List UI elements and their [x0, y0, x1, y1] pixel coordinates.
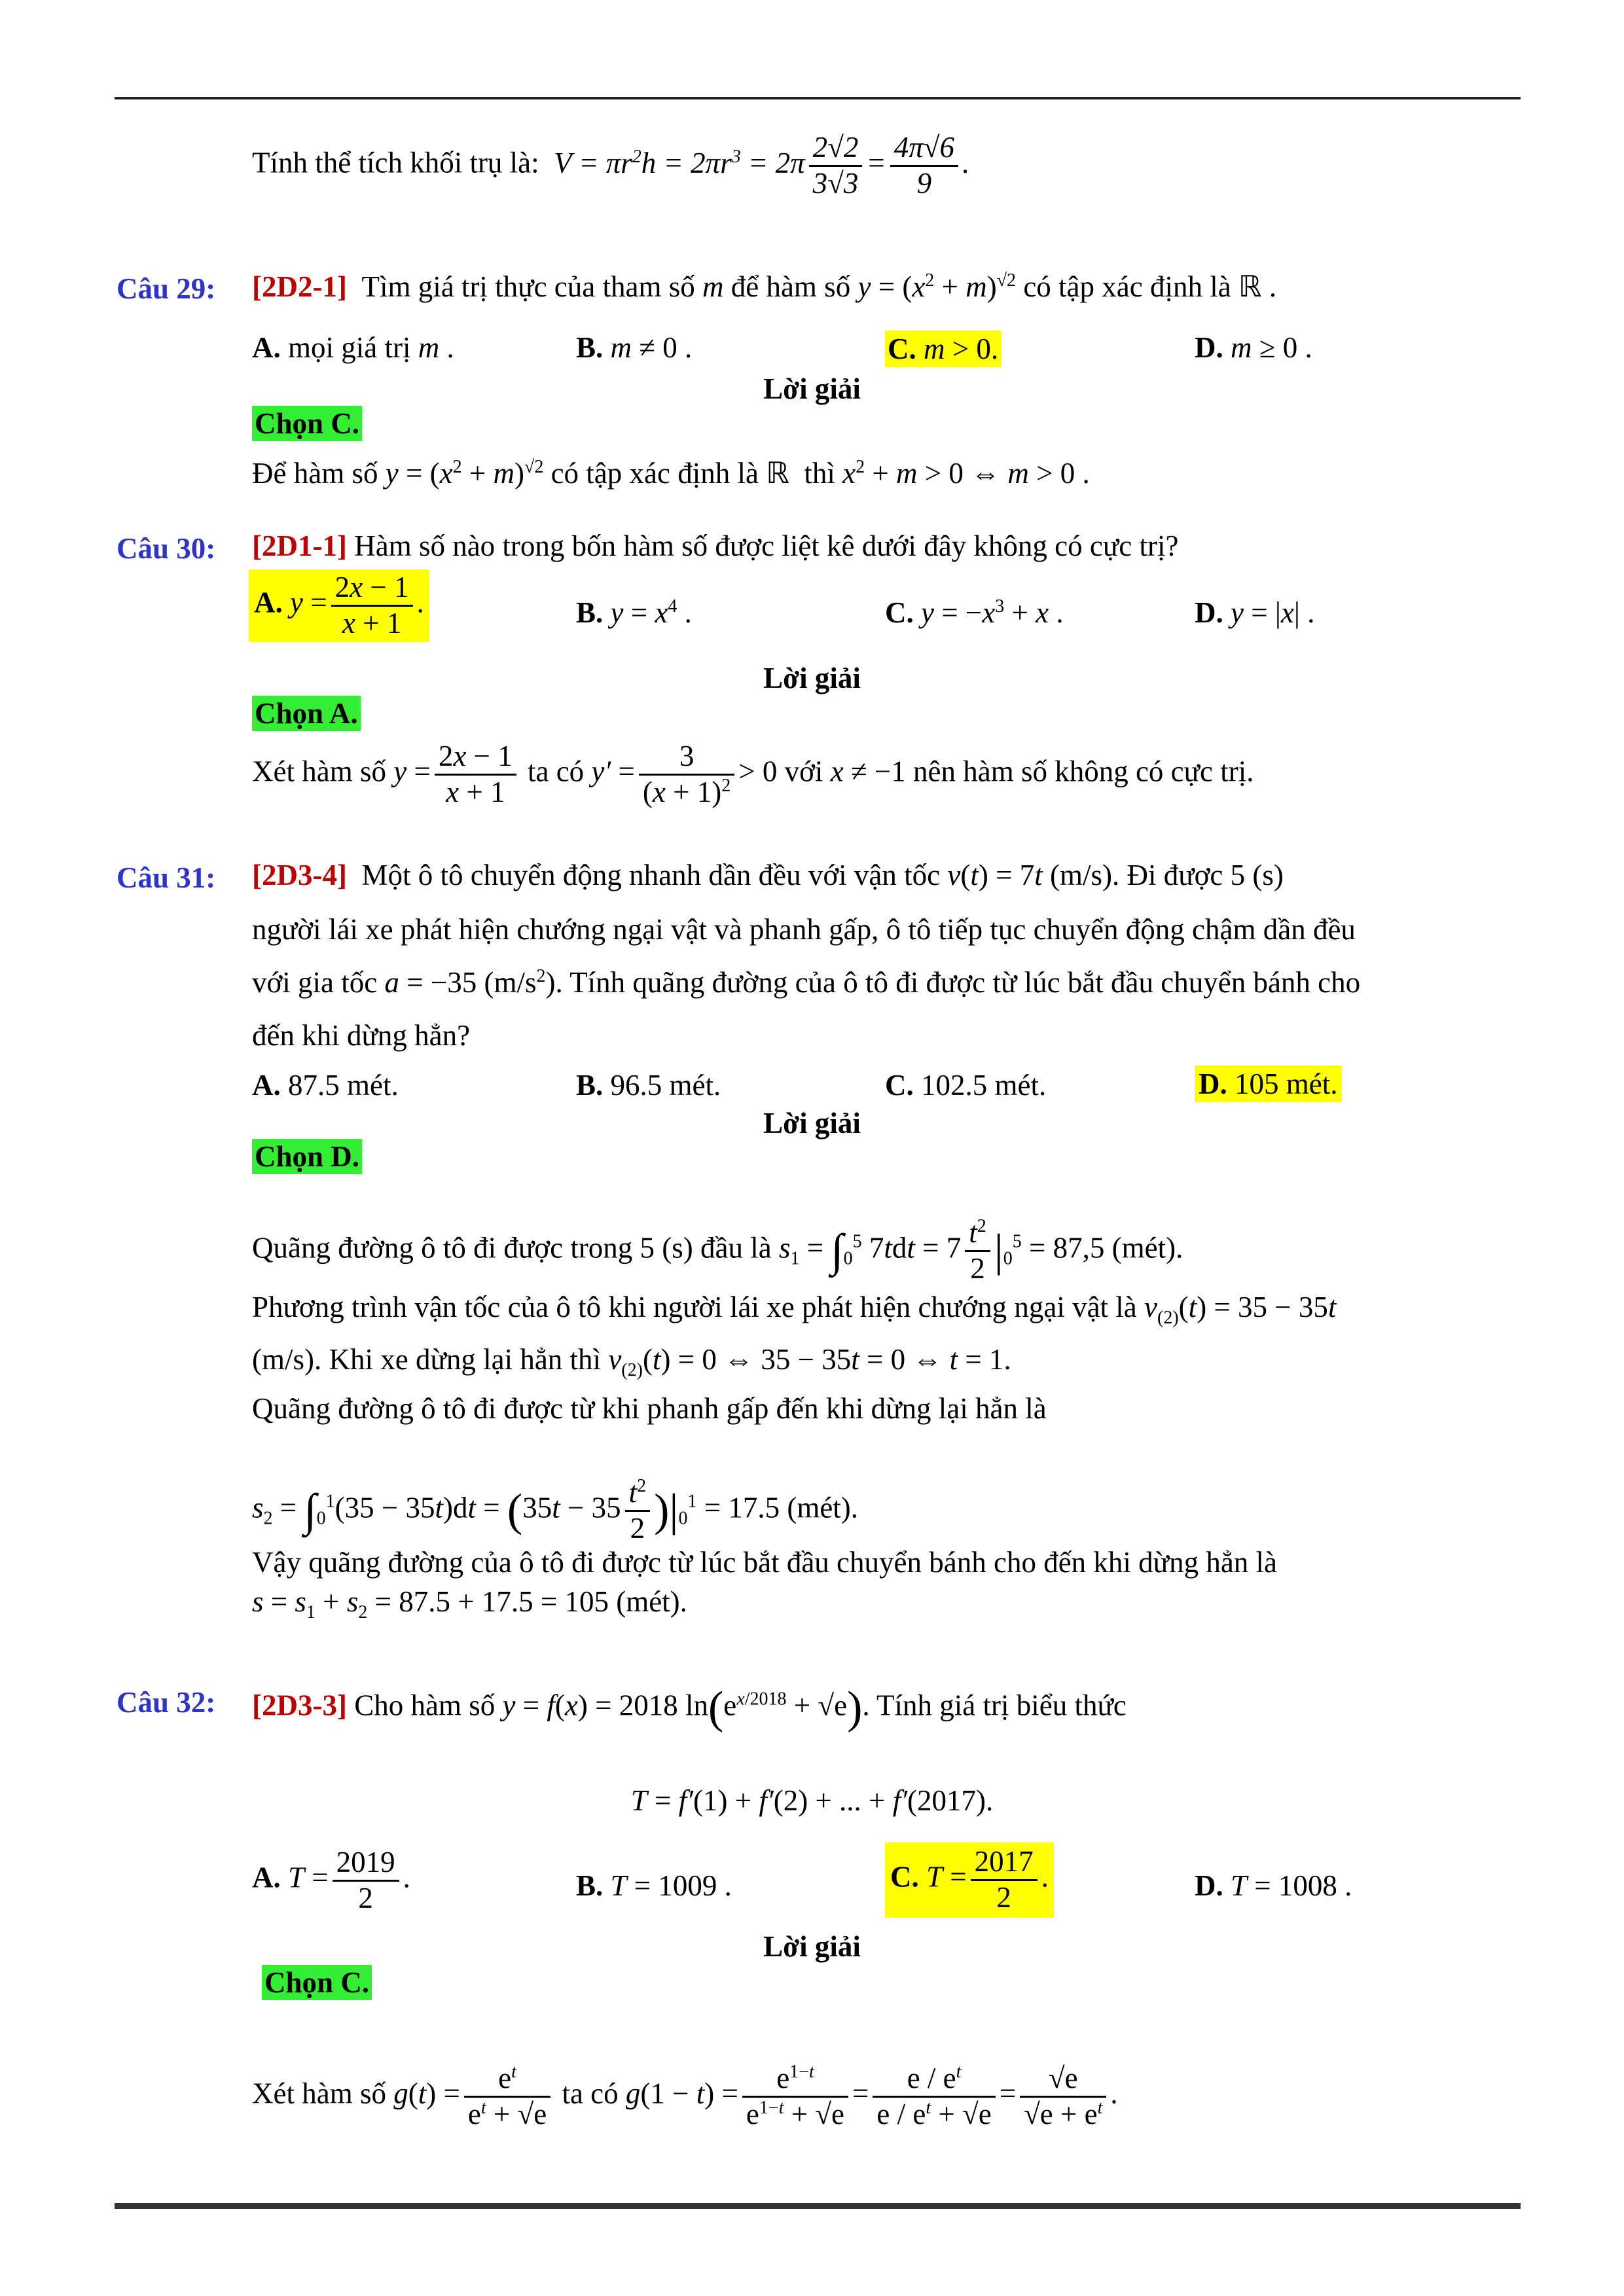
q32-option-a[interactable]: A. T = $\frac{2019}{2}$ . — [252, 1846, 410, 1914]
q31-solution-line-7: $s = s_1 + s_2 = 87.5 + 17.5 = 105$ (mét). — [252, 1585, 687, 1623]
q32-option-c[interactable]: C. T = $\frac{2017}{2}$ . — [885, 1842, 1054, 1918]
q31-tag: [2D3-4] — [252, 859, 347, 891]
q29-choice: Chọn C. — [252, 409, 362, 439]
volume-line-text: Tính thể tích khối trụ là: — [252, 146, 539, 179]
q31-solution-line-5: $s_2 = \int_0^1(35 - 35t)dt = (35t - 35$ $\frac{t^2}{2}$ )$|_0^1 = 17.5$ (mét). — [252, 1476, 859, 1545]
q29-label: Câu 29: — [117, 272, 216, 305]
header-rule — [115, 97, 1521, 99]
q30-solution-line: Xét hàm số y = $\frac{2x - 1}{x + 1}$ ta có y′ = $\frac{3}{(x + 1)^2}$ > 0 với x ≠ −1 nên hàm số không có cực trị. — [252, 740, 1254, 808]
q32-question: [2D3-3] Cho hàm số y = f(x) = 2018 $\ln(e^{x/2018} + √e)$. Tính giá trị biểu thức — [252, 1683, 1127, 1733]
volume-line — [252, 131, 969, 201]
q29-tag: [2D2-1] — [252, 270, 347, 303]
q31-solution-line-2: Phương trình vận tốc của ô tô khi người lái xe phát hiện chướng ngại vật là $v_{(2)}(t) = 35 - 35t$ — [252, 1291, 1337, 1328]
q30-tag: [2D1-1] — [252, 529, 347, 562]
q32-choice: Chọn C. — [262, 1968, 372, 1998]
footer-rule — [115, 2203, 1521, 2209]
q29-option-b[interactable]: B. m ≠ 0 . — [576, 331, 693, 364]
q32-label: Câu 32: — [117, 1686, 216, 1719]
q30-solution-title: Lời giải — [763, 662, 861, 694]
q31-solution-line-1: Quãng đường ô tô đi được trong 5 (s) đầu là $s_1 = \int_0^5$ 7tdt = 7 $\frac{t^2}{2}$ $|_0^5 = 87,5$ (mét). — [252, 1216, 1183, 1285]
q30-choice: Chọn A. — [252, 699, 361, 728]
q30-option-d[interactable]: D. y = |x| . — [1195, 596, 1315, 629]
q31-question-line-4: đến khi dừng hẳn? — [252, 1019, 471, 1052]
q32-solution-title: Lời giải — [763, 1930, 861, 1963]
q32-tag: [2D3-3] — [252, 1689, 347, 1722]
q30-option-b[interactable]: B. $y = x^4$ . — [576, 596, 692, 629]
q30-option-c[interactable]: C. $y = -x^3 + x$ . — [885, 596, 1064, 629]
q29-question: [2D2-1] Tìm giá trị thực của tham số m để hàm số $y = (x^2 + m)^{√2}$ có tập xác định là ℝ . — [252, 270, 1277, 303]
q29-option-c[interactable]: C. m > 0. — [885, 331, 1001, 367]
q31-question-line-3: với gia tốc a = −35 $(m/s^2)$. Tính quãng đường của ô tô đi được từ lúc bắt đầu chuyển bánh cho — [252, 966, 1361, 999]
q29-option-a[interactable]: A. mọi giá trị m . — [252, 331, 454, 364]
q31-option-c[interactable]: C. 102.5 mét. — [885, 1069, 1047, 1102]
q30-text: Hàm số nào trong bốn hàm số được liệt kê dưới đây không có cực trị? — [354, 529, 1179, 562]
q31-question-line-1: [2D3-4] Một ô tô chuyển động nhanh dần đều với vận tốc v(t) = 7t (m/s). Đi được 5 (s) — [252, 859, 1284, 891]
q32-solution-line: Xét hàm số g(t) = $\frac{e^t}{e^t + √e}$ ta có g(1 − t) = $\frac{e^{1-t}}{e^{1-t} + √e}$ = $\frac{e / e^t}{e / e^t + √e}$ = $\frac{√e}{√e + e^t}$ . — [252, 2062, 1118, 2130]
q31-solution-line-3: (m/s). Khi xe dừng lại hẳn thì $v_{(2)}(t) = 0$ ⇔ 35 − 35t = 0 ⇔ t = 1. — [252, 1343, 1011, 1380]
q31-option-a[interactable]: A. 87.5 mét. — [252, 1069, 399, 1102]
q31-solution-line-6: Vậy quãng đường của ô tô đi được từ lúc bắt đầu chuyển bánh cho đến khi dừng hẳn là — [252, 1546, 1278, 1579]
q29-solution-title: Lời giải — [763, 372, 861, 405]
q31-option-d[interactable]: D. 105 mét. — [1195, 1066, 1341, 1102]
q31-solution-line-4: Quãng đường ô tô đi được từ khi phanh gấp đến khi dừng lại hẳn là — [252, 1392, 1047, 1425]
q31-question-line-2: người lái xe phát hiện chướng ngại vật và phanh gấp, ô tô tiếp tục chuyển động chậm dần đều — [252, 913, 1356, 946]
q31-option-b[interactable]: B. 96.5 mét. — [576, 1069, 721, 1102]
q30-question — [252, 531, 1178, 561]
q30-label: Câu 30: — [117, 532, 216, 565]
q29-solution-line: Để hàm số $y = (x^2 + m)^{√2}$ có tập xác định là ℝ thì $x^2 + m > 0$ ⇔ m > 0 . — [252, 457, 1090, 490]
q31-solution-title: Lời giải — [763, 1107, 861, 1139]
q32-option-b[interactable]: B. T = 1009 . — [576, 1869, 732, 1902]
q32-option-d[interactable]: D. T = 1008 . — [1195, 1869, 1352, 1902]
q29-option-d[interactable]: D. m ≥ 0 . — [1195, 331, 1312, 364]
volume-formula: $V = \pi r^2h = 2\pi r^3 = 2\pi$ $\frac{2√2}{3√3}$ = $\frac{4\pi√6}{9}$ . — [546, 131, 970, 200]
q31-choice: Chọn D. — [252, 1142, 362, 1172]
q31-label: Câu 31: — [117, 861, 216, 894]
q30-option-a[interactable]: A. y = $\frac{2x - 1}{x + 1}$ . — [249, 569, 429, 642]
q32-expression: T = f′(1) + f′(2) + ... + f′(2017). — [630, 1784, 994, 1817]
